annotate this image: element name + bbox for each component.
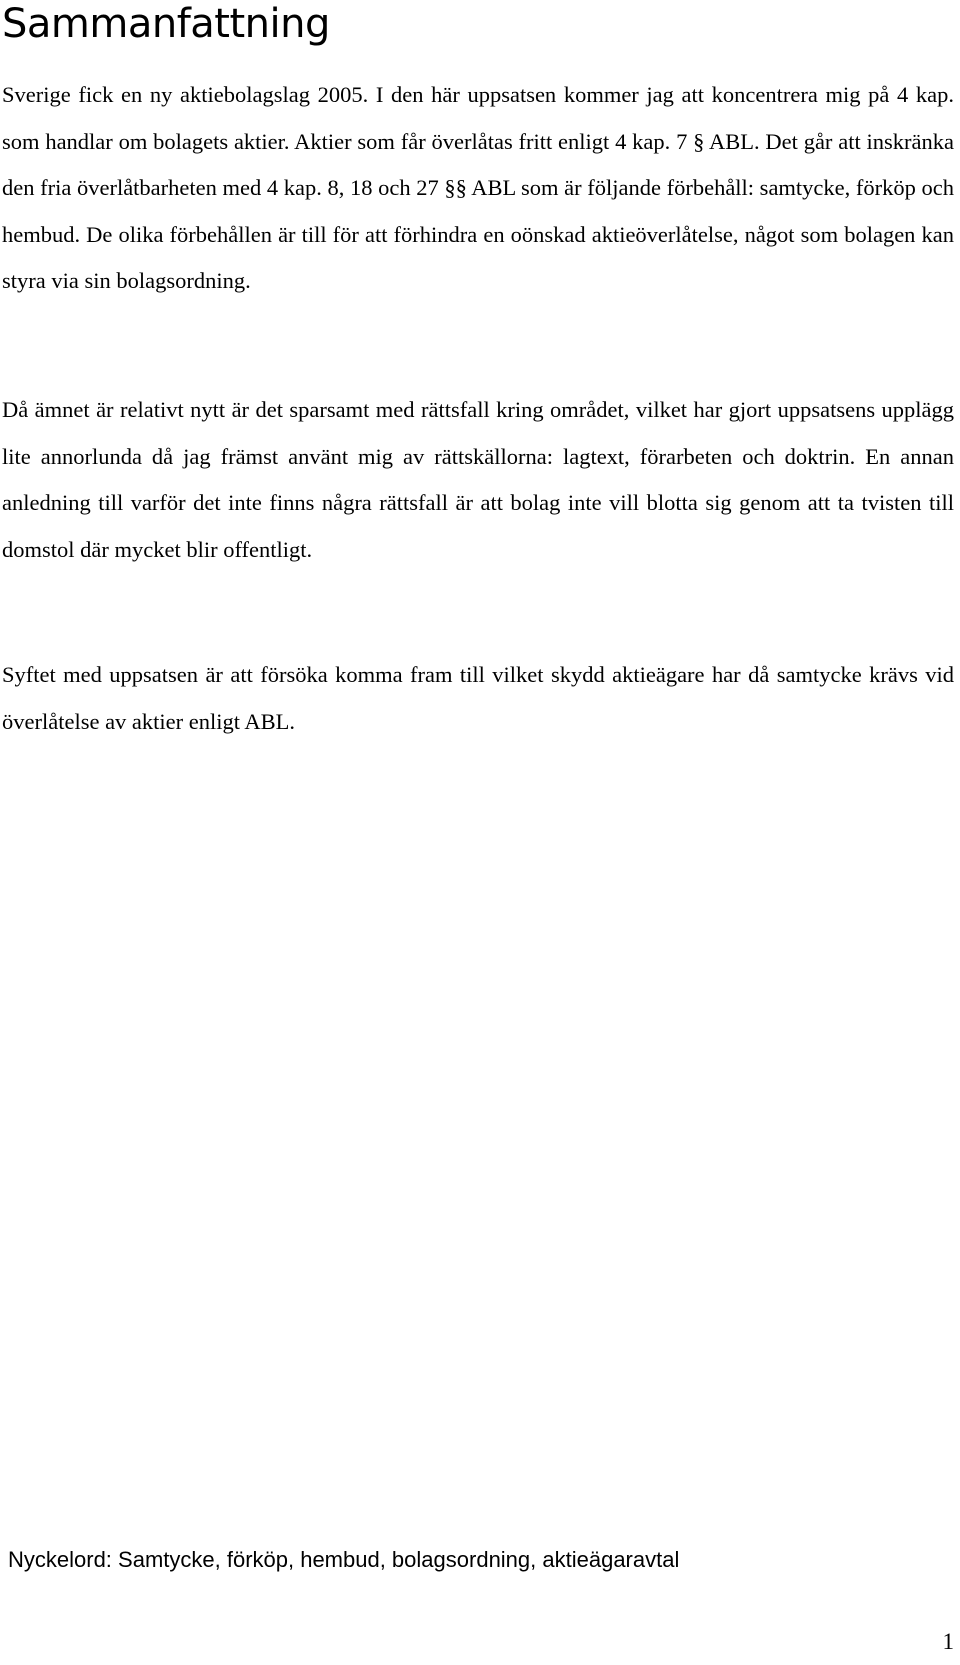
section-heading: Sammanfattning	[2, 1, 330, 47]
keywords-line: Nyckelord: Samtycke, förköp, hembud, bolagsordning, aktieägaravtal	[8, 1547, 680, 1572]
summary-paragraph-2: Då ämnet är relativt nytt är det sparsamt med rättsfall kring området, vilket har gjort uppsatsens upplägg lite annorlunda då jag främst använt mig av rättskällorna: lagtext, förarbeten och doktrin. En annan anledning till varför det inte finns några rättsfall är att bolag inte vill blotta sig genom att ta tvisten till domstol där mycket blir offentligt.	[2, 397, 954, 562]
summary-paragraph-3: Syftet med uppsatsen är att försöka komma fram till vilket skydd aktieägare har då samtycke krävs vid överlåtelse av aktier enligt ABL.	[2, 662, 954, 734]
page-number: 1	[942, 1629, 954, 1654]
summary-paragraph-1: Sverige fick en ny aktiebolagslag 2005. I den här uppsatsen kommer jag att koncentrera mig på 4 kap. som handlar om bolagets aktier. Aktier som får överlåtas fritt enligt 4 kap. 7 § ABL. Det går att inskränka den fria överlåtbarheten med 4 kap. 8, 18 och 27 §§ ABL som är följande förbehåll: samtycke, förköp och hembud. De olika förbehållen är till för att förhindra en oönskad aktieöverlåtelse, något som bolagen kan styra via sin bolagsordning.	[2, 82, 954, 293]
